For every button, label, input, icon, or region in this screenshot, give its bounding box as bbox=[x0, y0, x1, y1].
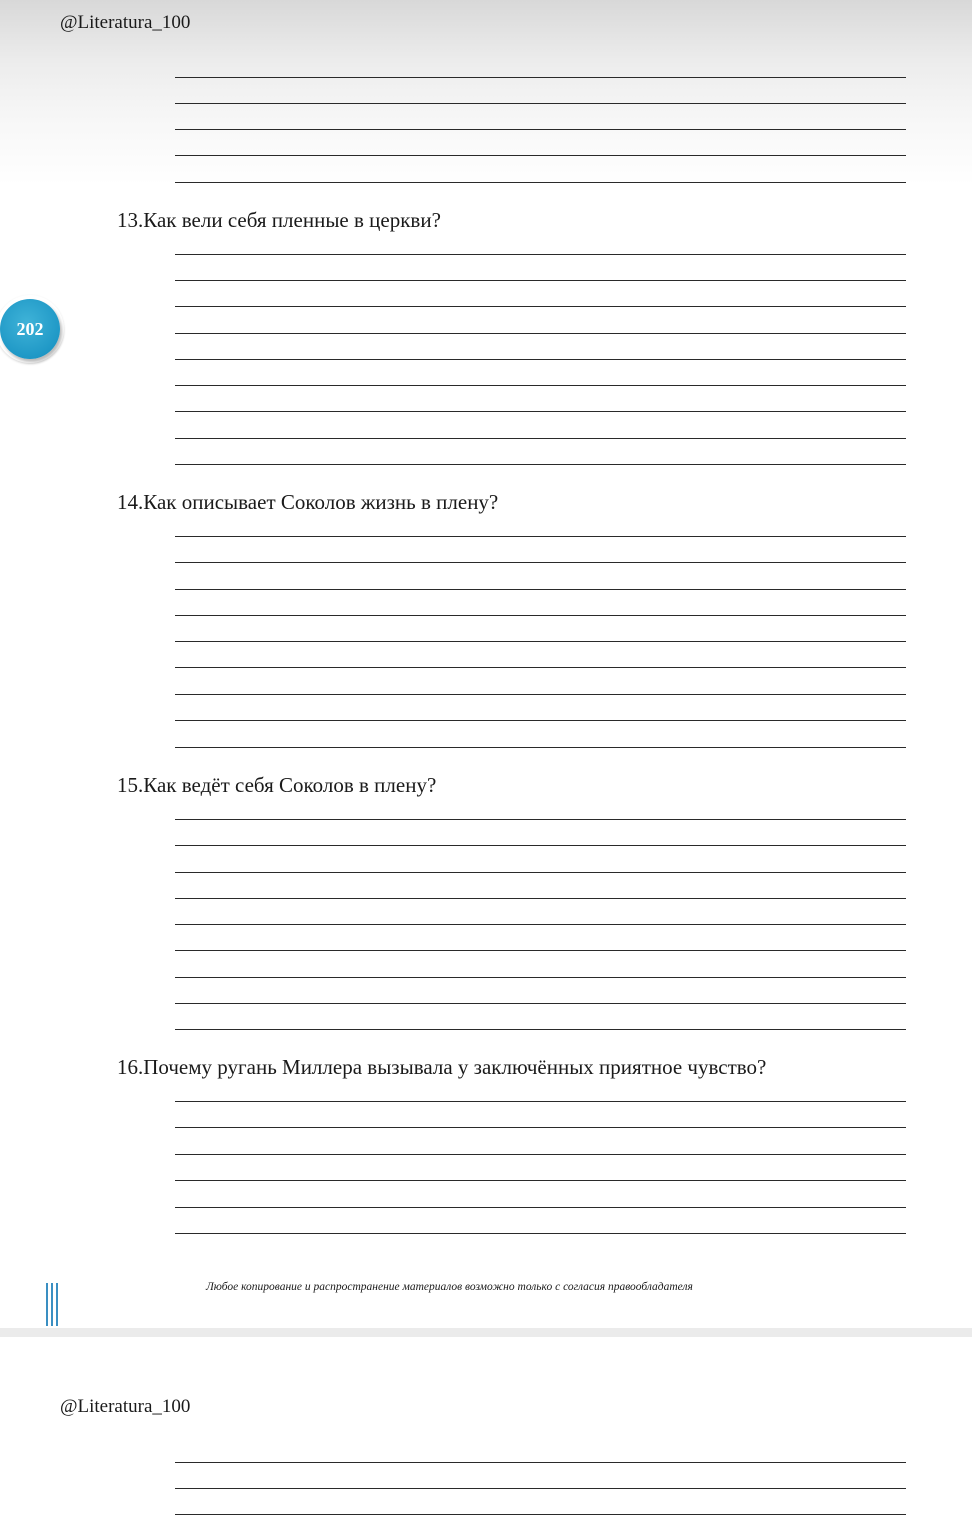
question-13: 13.Как вели себя пленные в церкви? bbox=[117, 208, 441, 232]
answer-line bbox=[175, 1180, 906, 1181]
answer-line bbox=[175, 615, 906, 616]
answer-line bbox=[175, 1127, 906, 1128]
channel-handle: @Literatura_100 bbox=[60, 12, 191, 33]
answer-line bbox=[175, 254, 906, 255]
answer-line bbox=[175, 845, 906, 846]
copyright-notice: Любое копирование и распространение материалов возможно только с согласия правообладателя bbox=[206, 1281, 693, 1293]
question-15: 15.Как ведёт себя Соколов в плену? bbox=[117, 773, 437, 797]
answer-line bbox=[175, 694, 906, 695]
answer-line bbox=[175, 280, 906, 281]
answer-line bbox=[175, 306, 906, 307]
answer-line bbox=[175, 464, 906, 465]
answer-line bbox=[175, 924, 906, 925]
question-14: 14.Как описывает Соколов жизнь в плену? bbox=[117, 490, 499, 514]
answer-line bbox=[175, 77, 906, 78]
page-number-badge: 202 bbox=[0, 299, 60, 359]
answer-line bbox=[175, 819, 906, 820]
answer-line bbox=[175, 333, 906, 334]
answer-line bbox=[175, 103, 906, 104]
answer-line bbox=[175, 720, 906, 721]
answer-line bbox=[175, 562, 906, 563]
answer-line bbox=[175, 1101, 906, 1102]
answer-line bbox=[175, 536, 906, 537]
answer-line bbox=[175, 641, 906, 642]
page-separator bbox=[0, 1328, 972, 1337]
answer-line bbox=[175, 950, 906, 951]
answer-line bbox=[175, 667, 906, 668]
answer-line bbox=[175, 1488, 906, 1489]
answer-line bbox=[175, 385, 906, 386]
answer-line bbox=[175, 589, 906, 590]
question-16: 16.Почему ругань Миллера вызывала у заключённых приятное чувство? bbox=[117, 1055, 767, 1079]
answer-line bbox=[175, 438, 906, 439]
answer-line bbox=[175, 129, 906, 130]
answer-line bbox=[175, 1003, 906, 1004]
answer-line bbox=[175, 977, 906, 978]
next-page bbox=[0, 1337, 972, 1531]
answer-line bbox=[175, 1207, 906, 1208]
answer-line bbox=[175, 411, 906, 412]
answer-line bbox=[175, 1029, 906, 1030]
channel-handle: @Literatura_100 bbox=[60, 1396, 191, 1417]
answer-line bbox=[175, 1233, 906, 1234]
answer-line bbox=[175, 872, 906, 873]
answer-line bbox=[175, 359, 906, 360]
answer-line bbox=[175, 1154, 906, 1155]
answer-line bbox=[175, 747, 906, 748]
answer-line bbox=[175, 155, 906, 156]
answer-line bbox=[175, 182, 906, 183]
answer-line bbox=[175, 898, 906, 899]
answer-line bbox=[175, 1462, 906, 1463]
footer-bars-decoration bbox=[46, 1283, 60, 1326]
answer-line bbox=[175, 1514, 906, 1515]
